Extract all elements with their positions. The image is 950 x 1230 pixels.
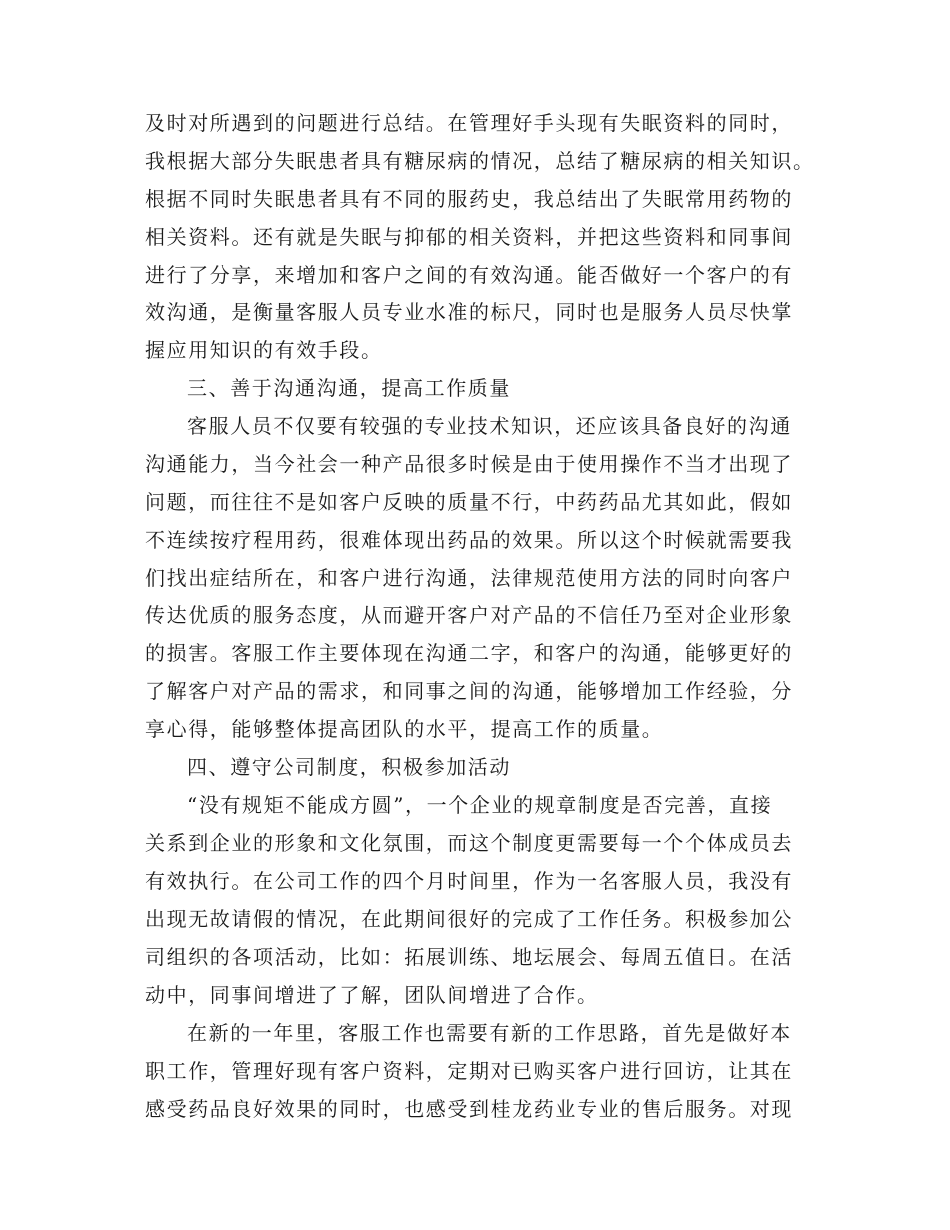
- text-line: 客服人员不仅要有较强的专业技术知识，还应该具备良好的沟通: [187, 414, 792, 438]
- text-line: 在新的一年里，客服工作也需要有新的工作思路，首先是做好本: [187, 1021, 792, 1045]
- section-heading: 三、善于沟通沟通，提高工作质量: [187, 376, 511, 400]
- text-line: 享心得，能够整体提高团队的水平，提高工作的质量。: [145, 717, 664, 741]
- section-heading: 四、遵守公司制度，积极参加活动: [187, 755, 511, 779]
- text-line: 感受药品良好效果的同时，也感受到桂龙药业专业的售后服务。对现: [145, 1097, 793, 1121]
- text-line: 进行了分享，来增加和客户之间的有效沟通。能否做好一个客户的有: [145, 263, 793, 287]
- text-line: 有效执行。在公司工作的四个月时间里，作为一名客服人员，我没有: [145, 869, 793, 893]
- text-line: 司组织的各项活动，比如：拓展训练、地坛展会、每周五值日。在活: [145, 945, 793, 969]
- text-line: 相关资料。还有就是失眠与抑郁的相关资料，并把这些资料和同事间: [145, 225, 793, 249]
- text-line: 出现无故请假的情况，在此期间很好的完成了工作任务。积极参加公: [145, 907, 793, 931]
- text-line: 效沟通，是衡量客服人员专业水准的标尺，同时也是服务人员尽快掌: [145, 300, 793, 324]
- text-line: 传达优质的服务态度，从而避开客户对产品的不信任乃至对企业形象: [145, 603, 793, 627]
- text-line: 及时对所遇到的问题进行总结。在管理好手头现有失眠资料的同时，: [145, 111, 793, 135]
- text-line: 不连续按疗程用药，很难体现出药品的效果。所以这个时候就需要我: [145, 528, 793, 552]
- text-line: 沟通能力，当今社会一种产品很多时候是由于使用操作不当才出现了: [145, 452, 793, 476]
- text-line: “没有规矩不能成方圆”，一个企业的规章制度是否完善，直接: [187, 793, 773, 817]
- text-line: 动中，同事间增进了了解，团队间增进了合作。: [145, 983, 599, 1007]
- text-line: 根据不同时失眠患者具有不同的服药史，我总结出了失眠常用药物的: [145, 187, 793, 211]
- text-line: 了解客户对产品的需求，和同事之间的沟通，能够增加工作经验，分: [145, 679, 793, 703]
- text-line: 关系到企业的形象和文化氛围，而这个制度更需要每一个个体成员去: [145, 831, 793, 855]
- text-line: 们找出症结所在，和客户进行沟通，法律规范使用方法的同时向客户: [145, 566, 793, 590]
- text-line: 职工作，管理好现有客户资料，定期对已购买客户进行回访，让其在: [145, 1059, 793, 1083]
- text-line: 问题，而往往不是如客户反映的质量不行，中药药品尤其如此，假如: [145, 490, 793, 514]
- text-line: 握应用知识的有效手段。: [145, 338, 383, 362]
- text-line: 我根据大部分失眠患者具有糖尿病的情况，总结了糖尿病的相关知识。: [145, 149, 815, 173]
- text-line: 的损害。客服工作主要体现在沟通二字，和客户的沟通，能够更好的: [145, 641, 793, 665]
